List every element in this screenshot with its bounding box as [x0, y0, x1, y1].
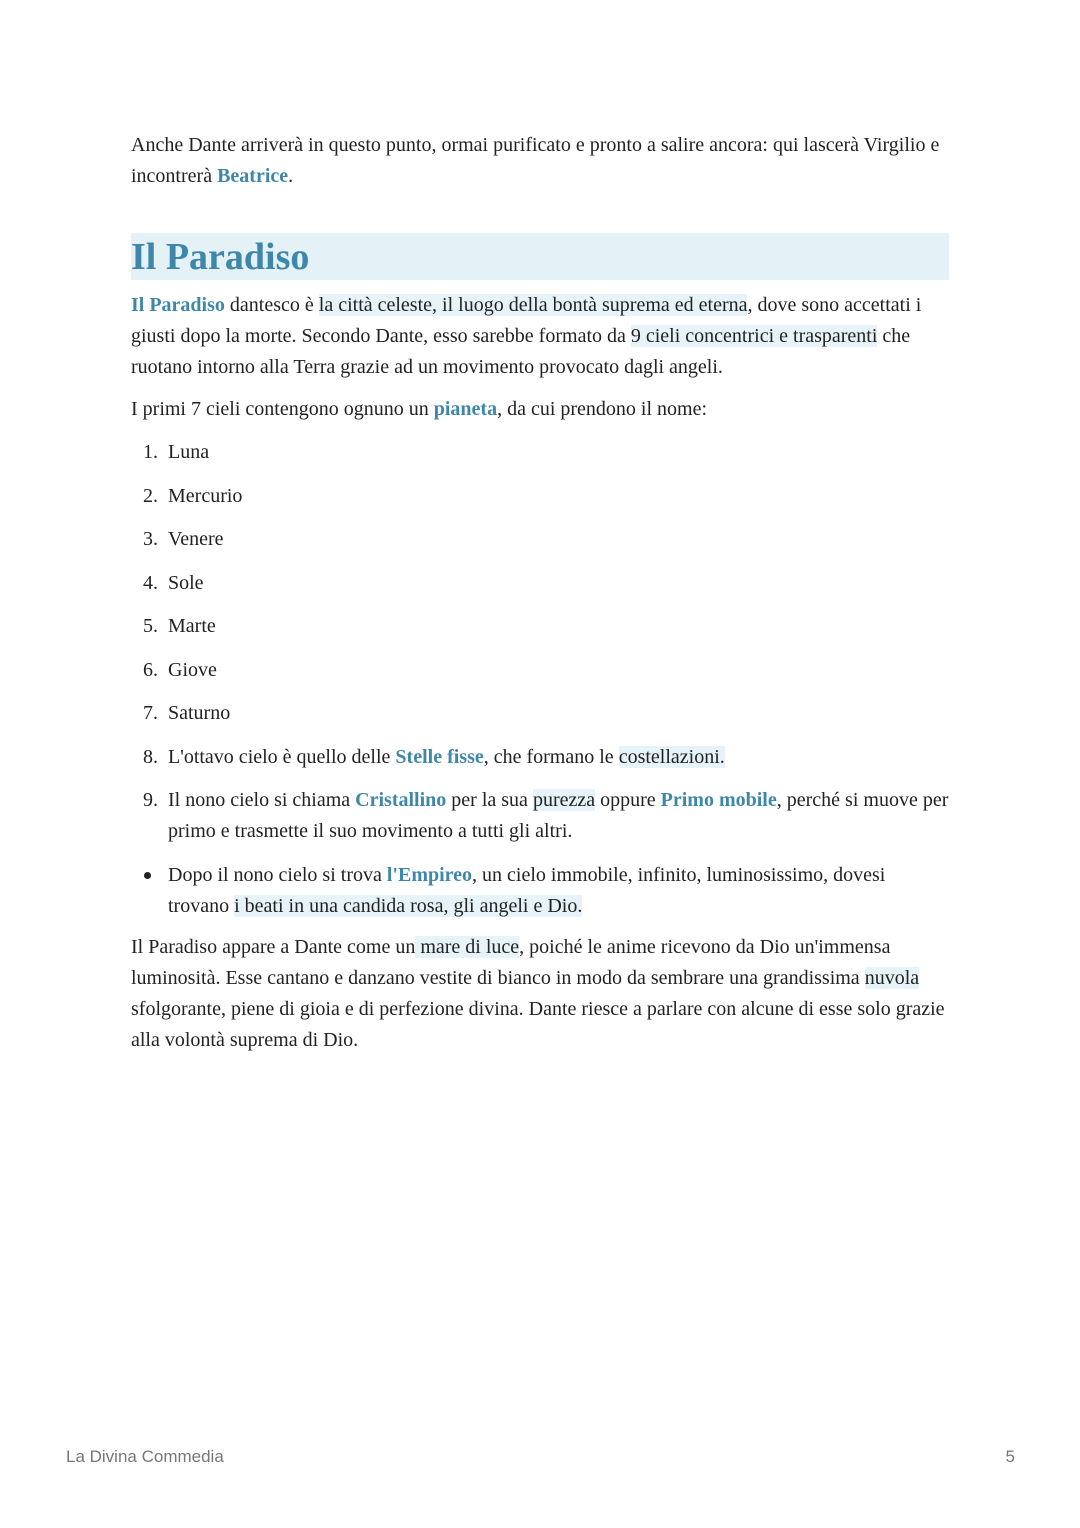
list-item: [131, 611, 951, 642]
keyword-empireo: l'Empireo: [386, 863, 473, 886]
text: dantesco è: [224, 294, 319, 316]
list-text: Luna: [168, 441, 210, 463]
intro-paragraph: [131, 130, 951, 192]
list-number: 3.: [143, 528, 158, 550]
list-item: [131, 437, 951, 468]
heavens-list: [131, 437, 951, 922]
list-text: Mercurio: [168, 484, 243, 507]
highlight-nove-cieli: 9 cieli concentrici e trasparenti: [630, 325, 878, 347]
list-text: Sole: [168, 571, 204, 594]
text: sfolgorante, piene di gioia e di perfezione divina. Dante riesce a parlare con alcune di esse solo grazie alla volontà suprema di Dio.: [131, 998, 945, 1051]
text: oppure: [595, 789, 661, 811]
text: , da cui prendono il nome:: [497, 398, 708, 420]
list-number: 6.: [143, 658, 158, 681]
keyword-pianeta: pianeta: [433, 398, 498, 420]
list-item: [131, 698, 951, 729]
text: , poiché le anime ricevono da Dio un'immensa luminosità. Esse cantano e danzano vestite di bianco in modo da sembrare una grandissima: [131, 936, 891, 989]
highlight-beati: i beati in una candida rosa, gli angeli e Dio.: [234, 894, 583, 917]
highlight-costellazioni: costellazioni.: [618, 745, 725, 768]
list-item-cristallino: [131, 785, 951, 847]
intro-text: Anche Dante arriverà in questo punto, ormai purificato e pronto a salire ancora: qui lascerà Virgilio e incontrerà: [131, 134, 940, 187]
highlight-citta-celeste: la città celeste, il luogo della bontà suprema ed eterna: [318, 294, 748, 316]
keyword-stelle-fisse: Stelle fisse: [395, 745, 484, 768]
text: , perché si muove per primo e trasmette il suo movimento a tutti gli altri.: [168, 789, 949, 842]
list-text: Marte: [168, 615, 216, 637]
text: L'ottavo cielo è quello delle: [168, 745, 396, 768]
list-item-stelle-fisse: [131, 742, 951, 773]
keyword-cristallino: Cristallino: [355, 789, 447, 811]
list-text: Saturno: [168, 702, 231, 724]
footer-title: La Divina Commedia: [66, 1447, 224, 1466]
list-item: [131, 481, 951, 512]
pianeti-intro-paragraph: [131, 394, 951, 425]
keyword-beatrice: Beatrice: [217, 165, 289, 187]
highlight-nuvola: nuvola: [864, 967, 920, 989]
keyword-primo-mobile: Primo mobile: [660, 789, 777, 811]
list-number: 5.: [143, 615, 158, 637]
list-number: 8.: [143, 745, 158, 768]
list-number: 7.: [143, 702, 158, 724]
bullet-item-empireo: [131, 860, 951, 922]
text: , un cielo immobile, infinito, luminosissimo, dovesi trovano: [168, 863, 886, 917]
list-number: 9.: [143, 789, 158, 811]
text: , dove sono accettati i giusti dopo la morte. Secondo Dante, esso sarebbe formato da: [131, 294, 922, 347]
list-item: [131, 524, 951, 555]
list-text: Venere: [168, 528, 224, 550]
page-number: 5: [1005, 1447, 1015, 1466]
paradiso-paragraph: [131, 290, 951, 383]
list-number: 1.: [143, 441, 158, 463]
list-number: 4.: [143, 571, 158, 594]
text: , che formano le: [483, 745, 619, 768]
list-item: [131, 655, 951, 686]
text: Dopo il nono cielo si trova: [168, 863, 387, 886]
text: che ruotano intorno alla Terra grazie ad un movimento provocato dagli angeli.: [131, 325, 911, 378]
text: Il Paradiso appare a Dante come un: [131, 936, 416, 958]
text: Il nono cielo si chiama: [168, 789, 356, 811]
page-content: [131, 130, 951, 1056]
mare-di-luce-paragraph: [131, 932, 951, 1056]
list-number: 2.: [143, 484, 158, 507]
section-title: Il Paradiso: [131, 236, 310, 278]
intro-text-end: .: [288, 165, 294, 187]
highlight-purezza: purezza: [532, 789, 596, 811]
bullet-icon: [144, 872, 151, 879]
text: per la sua: [446, 789, 533, 811]
list-text: Giove: [168, 658, 217, 681]
list-item: [131, 568, 951, 599]
text: I primi 7 cieli contengono ognuno un: [131, 398, 434, 420]
highlight-mare-di-luce: mare di luce: [415, 936, 520, 958]
section-heading: [131, 233, 949, 280]
keyword-paradiso: Il Paradiso: [131, 294, 225, 316]
